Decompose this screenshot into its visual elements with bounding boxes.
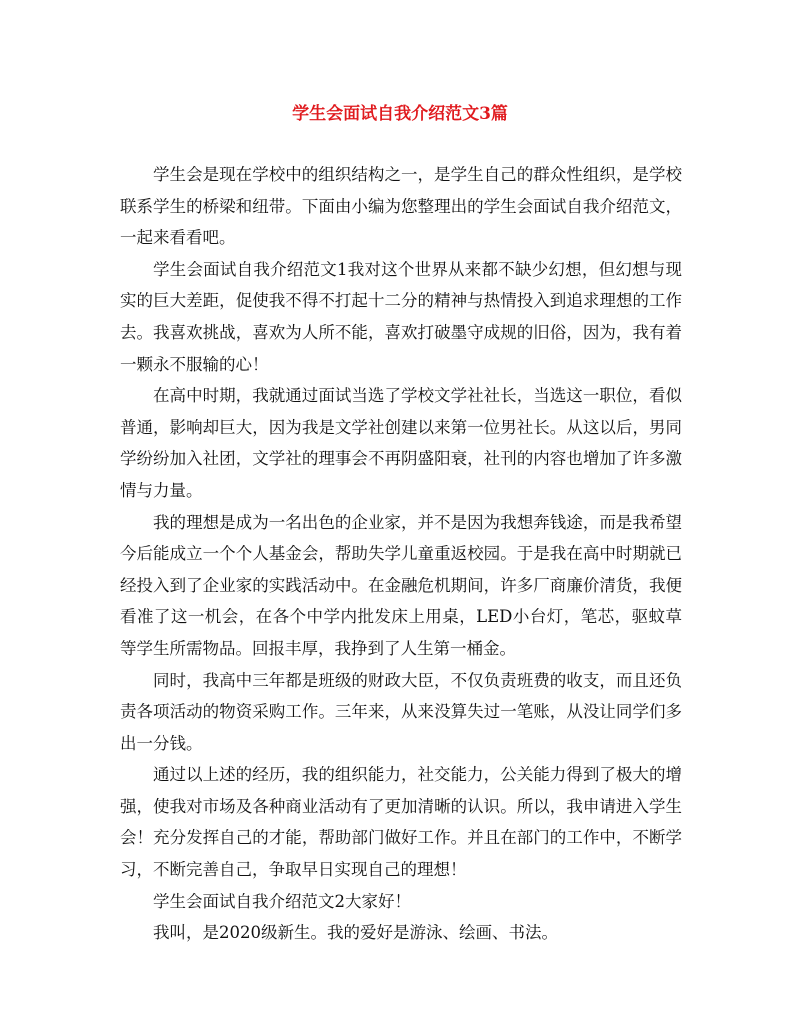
paragraph-sample-2-intro: 我叫，是2020级新生。我的爱好是游泳、绘画、书法。 bbox=[153, 923, 558, 943]
paragraph-conclusion: 通过以上述的经历，我的组织能力，社交能力，公关能力得到了极大的增强，使我对市场及各种商业活动有了更加清晰的认识。所以，我申请进入学生会！充分发挥自己的才能，帮助部门做好工作。并且在部门的工作中，不断学习，不断完善自己，争取早日实现自己的理想！ bbox=[120, 765, 682, 880]
paragraph-entrepreneur: 我的理想是成为一名出色的企业家，并不是因为我想奔钱途，而是我希望今后能成立一个个人基金会，帮助失学儿童重返校园。于是我在高中时期就已经投入到了企业家的实践活动中。在金融危机期间，许多厂商廉价清货，我便看准了这一机会，在各个中学内批发床上用桌，LED小台灯，笔芯，驱蚊草等学生所需物品。回报丰厚，我挣到了人生第一桶金。 bbox=[120, 512, 682, 658]
document-body bbox=[120, 159, 682, 949]
paragraph-intro: 学生会是现在学校中的组织结构之一，是学生自己的群众性组织，是学校联系学生的桥梁和纽带。下面由小编为您整理出的学生会面试自我介绍范文，一起来看看吧。 bbox=[120, 165, 682, 248]
paragraph-finance-minister: 同时，我高中三年都是班级的财政大臣，不仅负责班费的收支，而且还负责各项活动的物资采购工作。三年来，从来没算失过一笔账，从没让同学们多出一分钱。 bbox=[120, 670, 682, 753]
paragraph-literary-club: 在高中时期，我就通过面试当选了学校文学社社长，当选这一职位，看似普通，影响却巨大，因为我是文学社创建以来第一位男社长。从这以后，男同学纷纷加入社团，文学社的理事会不再阴盛阳衰，社刊的内容也增加了许多激情与力量。 bbox=[120, 386, 682, 500]
paragraph-sample-2-heading: 学生会面试自我介绍范文2大家好！ bbox=[153, 891, 411, 911]
page-title: 学生会面试自我介绍范文3篇 bbox=[292, 104, 508, 124]
paragraph-sample-1-opening: 学生会面试自我介绍范文1我对这个世界从来都不缺少幻想，但幻想与现实的巨大差距，促使我不得不打起十二分的精神与热情投入到追求理想的工作去。我喜欢挑战，喜欢为人所不能，喜欢打破墨守成规的旧俗，因为，我有着一颗永不服输的心！ bbox=[120, 259, 682, 374]
